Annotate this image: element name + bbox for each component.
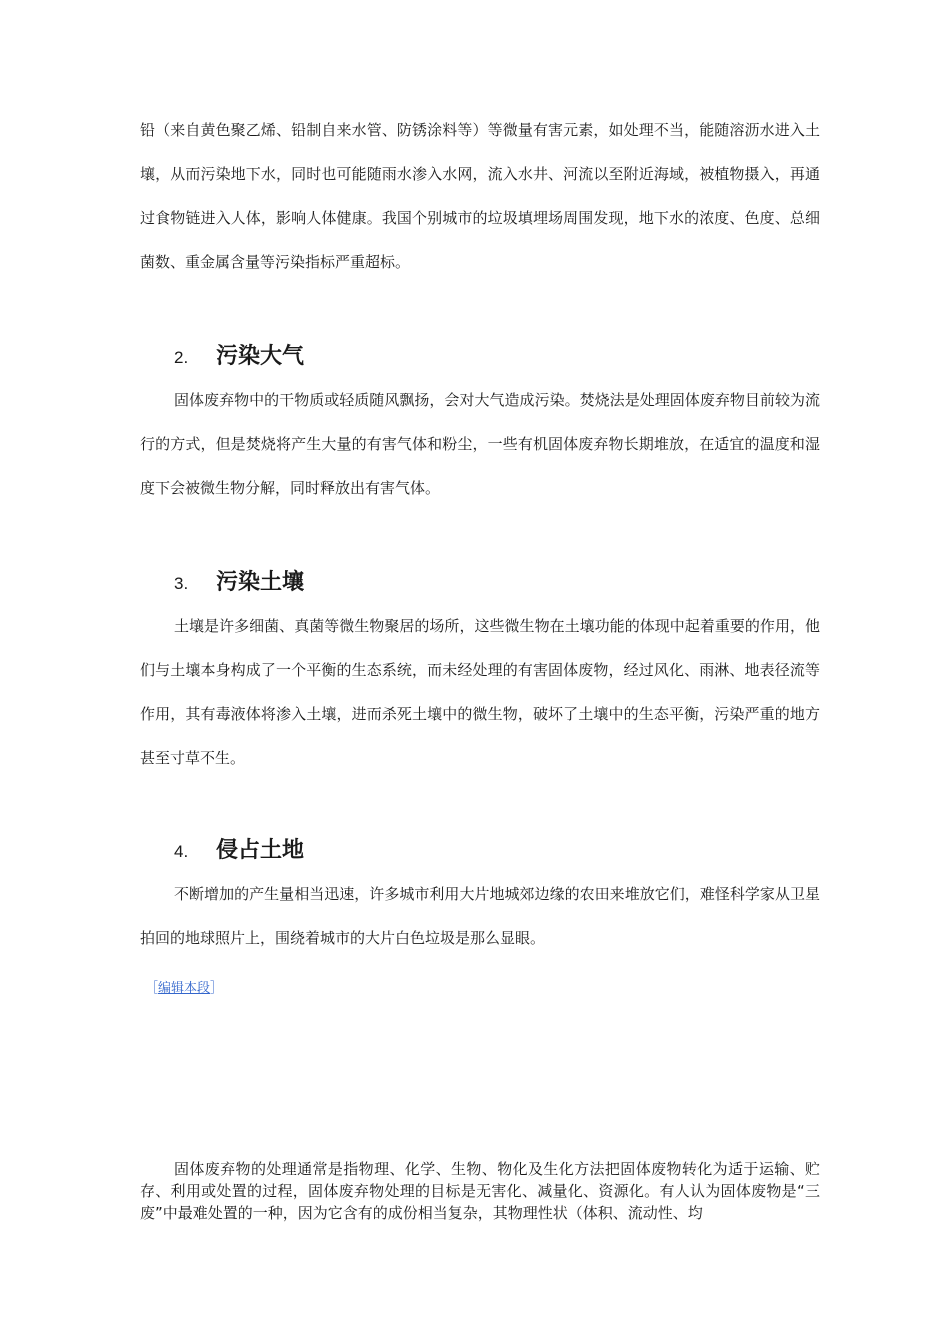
section-heading-land-occupation — [174, 836, 304, 867]
section-heading-air-pollution — [174, 342, 304, 373]
section-heading-soil-pollution — [174, 568, 304, 599]
section-title: 污染土壤 — [216, 570, 305, 595]
paragraph-waste-processing: 固体废弃物的处理通常是指物理、化学、生物、物化及生化方法把固体废物转化为适于运输、贮存、利用或处置的过程，固体废弃物处理的目标是无害化、减量化、资源化。有人认为固体废物是“三废”中最难处置的一种，因为它含有的成份相当复杂，其物理性状（体积、流动性、均 — [140, 1160, 820, 1222]
paragraph-air-pollution: 固体废弃物中的干物质或轻质随风飘扬，会对大气造成污染。焚烧法是处理固体废弃物目前较为流行的方式，但是焚烧将产生大量的有害气体和粉尘，一些有机固体废弃物长期堆放，在适宜的温度和湿度下会被微生物分解，同时释放出有害气体。 — [140, 391, 820, 497]
edit-link-open-bracket: ［ — [145, 981, 159, 996]
edit-section-link[interactable] — [145, 979, 223, 999]
section-number: 2. — [174, 348, 189, 367]
section-number: 3. — [174, 574, 189, 593]
paragraph-land-occupation: 不断增加的产生量相当迅速，许多城市利用大片地城郊边缘的农田来堆放它们，难怪科学家从卫星拍回的地球照片上，围绕着城市的大片白色垃圾是那么显眼。 — [140, 885, 820, 947]
paragraph-soil-pollution: 土壤是许多细菌、真菌等微生物聚居的场所，这些微生物在土壤功能的体现中起着重要的作用，他们与土壤本身构成了一个平衡的生态系统，而未经处理的有害固体废物，经过风化、雨淋、地表径流等作用，其有毒液体将渗入土壤，进而杀死土壤中的微生物，破坏了土壤中的生态平衡，污染严重的地方甚至寸草不生。 — [140, 617, 820, 767]
paragraph-groundwater-pollution: 铅（来自黄色聚乙烯、铅制自来水管、防锈涂料等）等微量有害元素，如处理不当，能随溶沥水进入土壤，从而污染地下水，同时也可能随雨水渗入水网，流入水井、河流以至附近海域，被植物摄入，再通过食物链进入人体，影响人体健康。我国个别城市的垃圾填埋场周围发现，地下水的浓度、色度、总细菌数、重金属含量等污染指标严重超标。 — [140, 121, 820, 271]
section-number: 4. — [174, 842, 189, 861]
edit-link-close-bracket: ］ — [210, 981, 224, 996]
section-title: 污染大气 — [216, 344, 305, 369]
edit-link-label: 编辑本段 — [158, 981, 211, 996]
section-title: 侵占土地 — [216, 838, 305, 863]
